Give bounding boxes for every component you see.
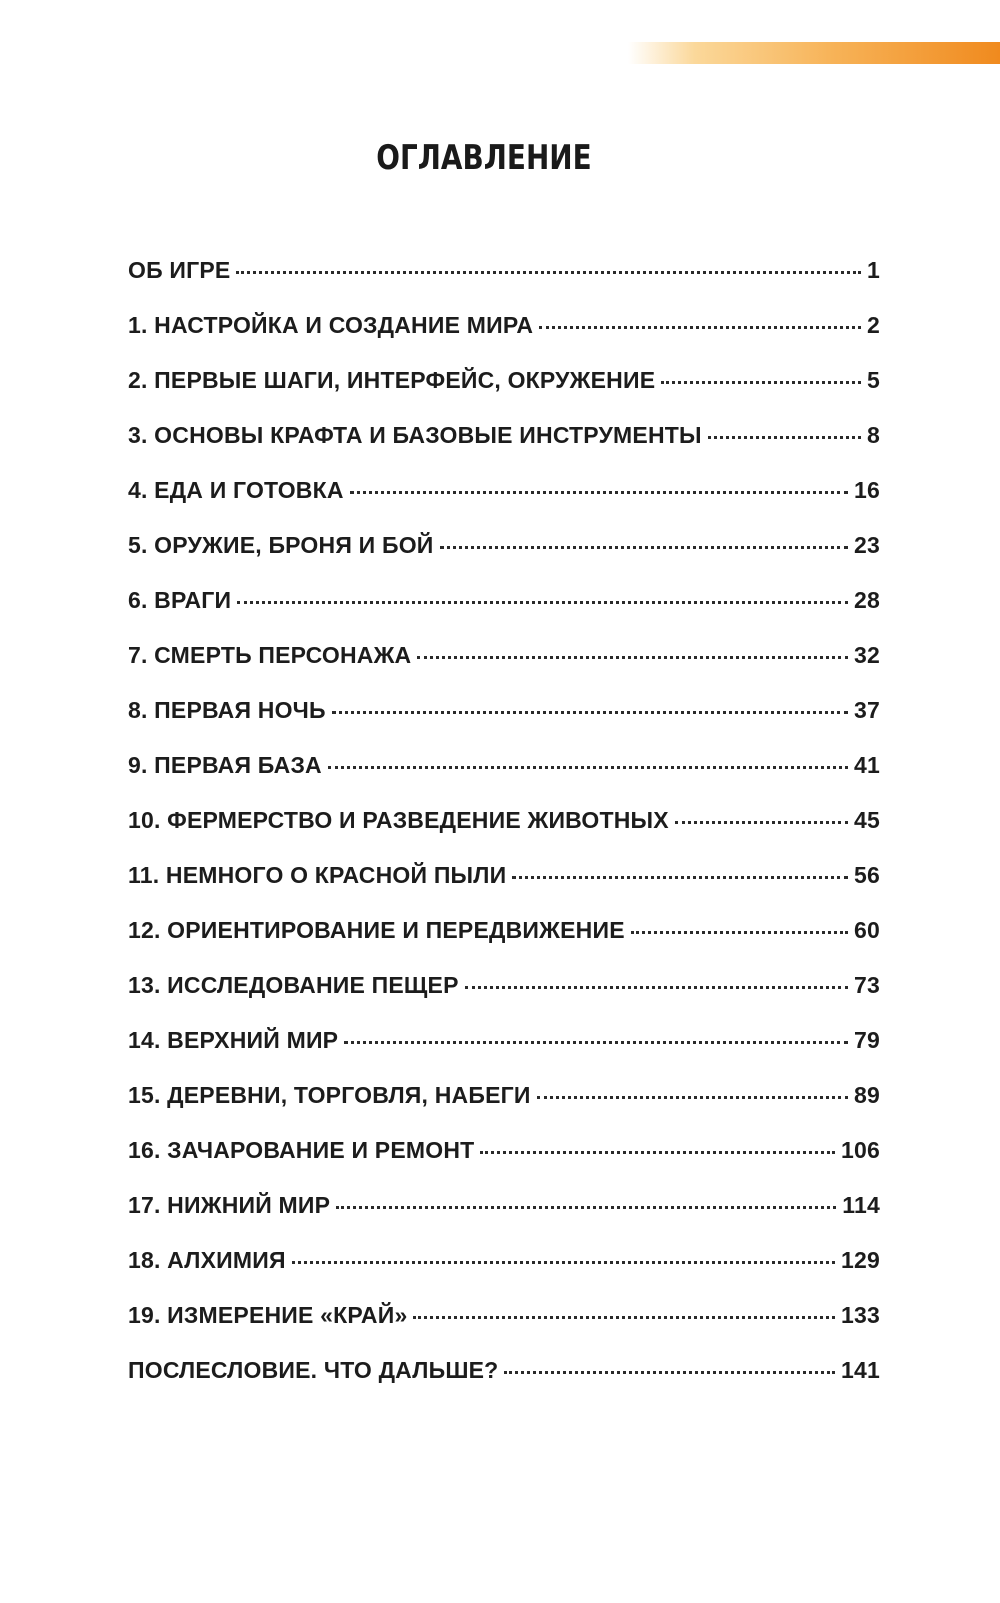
toc-entry[interactable] [128, 1352, 880, 1407]
dot-leader [350, 468, 848, 494]
dot-leader [413, 1293, 835, 1319]
dot-leader [417, 633, 848, 659]
toc-entry-title: 17. НИЖНИЙ МИР [128, 1192, 331, 1218]
page-title: ОГЛАВЛЕНИЕ [376, 138, 592, 178]
dot-leader [237, 578, 848, 604]
dot-leader [537, 1073, 848, 1099]
toc-entry[interactable] [128, 967, 880, 1022]
toc-entry[interactable] [128, 1022, 880, 1077]
toc-entry-page-number: 28 [854, 587, 880, 613]
toc-entry[interactable] [128, 1187, 880, 1242]
toc-entry-page-number: 60 [854, 917, 880, 943]
toc-entry-page-number: 1 [867, 257, 880, 283]
toc-entry[interactable] [128, 1077, 880, 1132]
dot-leader [440, 523, 849, 549]
toc-entry-title: 14. ВЕРХНИЙ МИР [128, 1027, 339, 1053]
toc-entry-title: 13. ИССЛЕДОВАНИЕ ПЕЩЕР [128, 972, 459, 998]
toc-entry[interactable] [128, 802, 880, 857]
toc-entry-page-number: 2 [867, 312, 880, 338]
toc-entry[interactable] [128, 637, 880, 692]
toc-entry[interactable] [128, 472, 880, 527]
toc-entry-title: ОБ ИГРЕ [128, 257, 231, 283]
toc-entry-title: 11. НЕМНОГО О КРАСНОЙ ПЫЛИ [128, 862, 507, 888]
toc-entry-page-number: 45 [854, 807, 880, 833]
dot-leader [708, 413, 861, 439]
dot-leader [480, 1128, 835, 1154]
accent-gradient-bar [628, 42, 1000, 64]
dot-leader [236, 248, 861, 274]
table-of-contents [128, 252, 880, 1407]
dot-leader [344, 1018, 848, 1044]
dot-leader [465, 963, 848, 989]
toc-entry-page-number: 89 [854, 1082, 880, 1108]
dot-leader [328, 743, 848, 769]
toc-entry-page-number: 37 [854, 697, 880, 723]
dot-leader [661, 358, 861, 384]
toc-entry-page-number: 106 [841, 1137, 880, 1163]
toc-entry-page-number: 23 [854, 532, 880, 558]
toc-entry[interactable] [128, 417, 880, 472]
toc-entry-title: 16. ЗАЧАРОВАНИЕ И РЕМОНТ [128, 1137, 475, 1163]
toc-entry[interactable] [128, 692, 880, 747]
toc-entry-page-number: 16 [854, 477, 880, 503]
toc-entry-title: 9. ПЕРВАЯ БАЗА [128, 752, 322, 778]
toc-entry[interactable] [128, 527, 880, 582]
toc-entry[interactable] [128, 582, 880, 637]
toc-entry-page-number: 141 [841, 1357, 880, 1383]
toc-entry-title: 6. ВРАГИ [128, 587, 232, 613]
toc-entry[interactable] [128, 307, 880, 362]
toc-entry[interactable] [128, 1297, 880, 1352]
toc-entry-title: 8. ПЕРВАЯ НОЧЬ [128, 697, 326, 723]
toc-entry-title: 12. ОРИЕНТИРОВАНИЕ И ПЕРЕДВИЖЕНИЕ [128, 917, 625, 943]
toc-entry-page-number: 41 [854, 752, 880, 778]
toc-entry[interactable] [128, 1132, 880, 1187]
dot-leader [512, 853, 848, 879]
toc-entry[interactable] [128, 912, 880, 967]
toc-entry-title: 4. ЕДА И ГОТОВКА [128, 477, 344, 503]
toc-entry-title: 15. ДЕРЕВНИ, ТОРГОВЛЯ, НАБЕГИ [128, 1082, 531, 1108]
toc-entry-page-number: 129 [841, 1247, 880, 1273]
toc-entry[interactable] [128, 1242, 880, 1297]
toc-entry-title: 2. ПЕРВЫЕ ШАГИ, ИНТЕРФЕЙС, ОКРУЖЕНИЕ [128, 367, 656, 393]
toc-entry-title: 18. АЛХИМИЯ [128, 1247, 286, 1273]
toc-entry-title: 5. ОРУЖИЕ, БРОНЯ И БОЙ [128, 532, 434, 558]
toc-entry-page-number: 8 [867, 422, 880, 448]
toc-entry[interactable] [128, 857, 880, 912]
toc-entry-page-number: 79 [854, 1027, 880, 1053]
toc-entry-title: 10. ФЕРМЕРСТВО И РАЗВЕДЕНИЕ ЖИВОТНЫХ [128, 807, 669, 833]
dot-leader [675, 798, 848, 824]
toc-entry-title: 19. ИЗМЕРЕНИЕ «КРАЙ» [128, 1302, 408, 1328]
toc-entry-page-number: 133 [841, 1302, 880, 1328]
dot-leader [332, 688, 848, 714]
toc-entry[interactable] [128, 252, 880, 307]
dot-leader [631, 908, 848, 934]
toc-entry-page-number: 114 [842, 1192, 880, 1218]
toc-entry-title: 1. НАСТРОЙКА И СОЗДАНИЕ МИРА [128, 312, 534, 338]
toc-entry-title: ПОСЛЕСЛОВИЕ. ЧТО ДАЛЬШЕ? [128, 1357, 499, 1383]
dot-leader [336, 1183, 836, 1209]
dot-leader [292, 1238, 835, 1264]
toc-entry-title: 3. ОСНОВЫ КРАФТА И БАЗОВЫЕ ИНСТРУМЕНТЫ [128, 422, 702, 448]
dot-leader [504, 1348, 835, 1374]
toc-entry-page-number: 73 [854, 972, 880, 998]
toc-entry[interactable] [128, 362, 880, 417]
dot-leader [539, 303, 861, 329]
toc-entry-page-number: 56 [854, 862, 880, 888]
toc-entry-page-number: 32 [854, 642, 880, 668]
toc-entry-title: 7. СМЕРТЬ ПЕРСОНАЖА [128, 642, 412, 668]
toc-entry-page-number: 5 [867, 367, 880, 393]
toc-entry[interactable] [128, 747, 880, 802]
